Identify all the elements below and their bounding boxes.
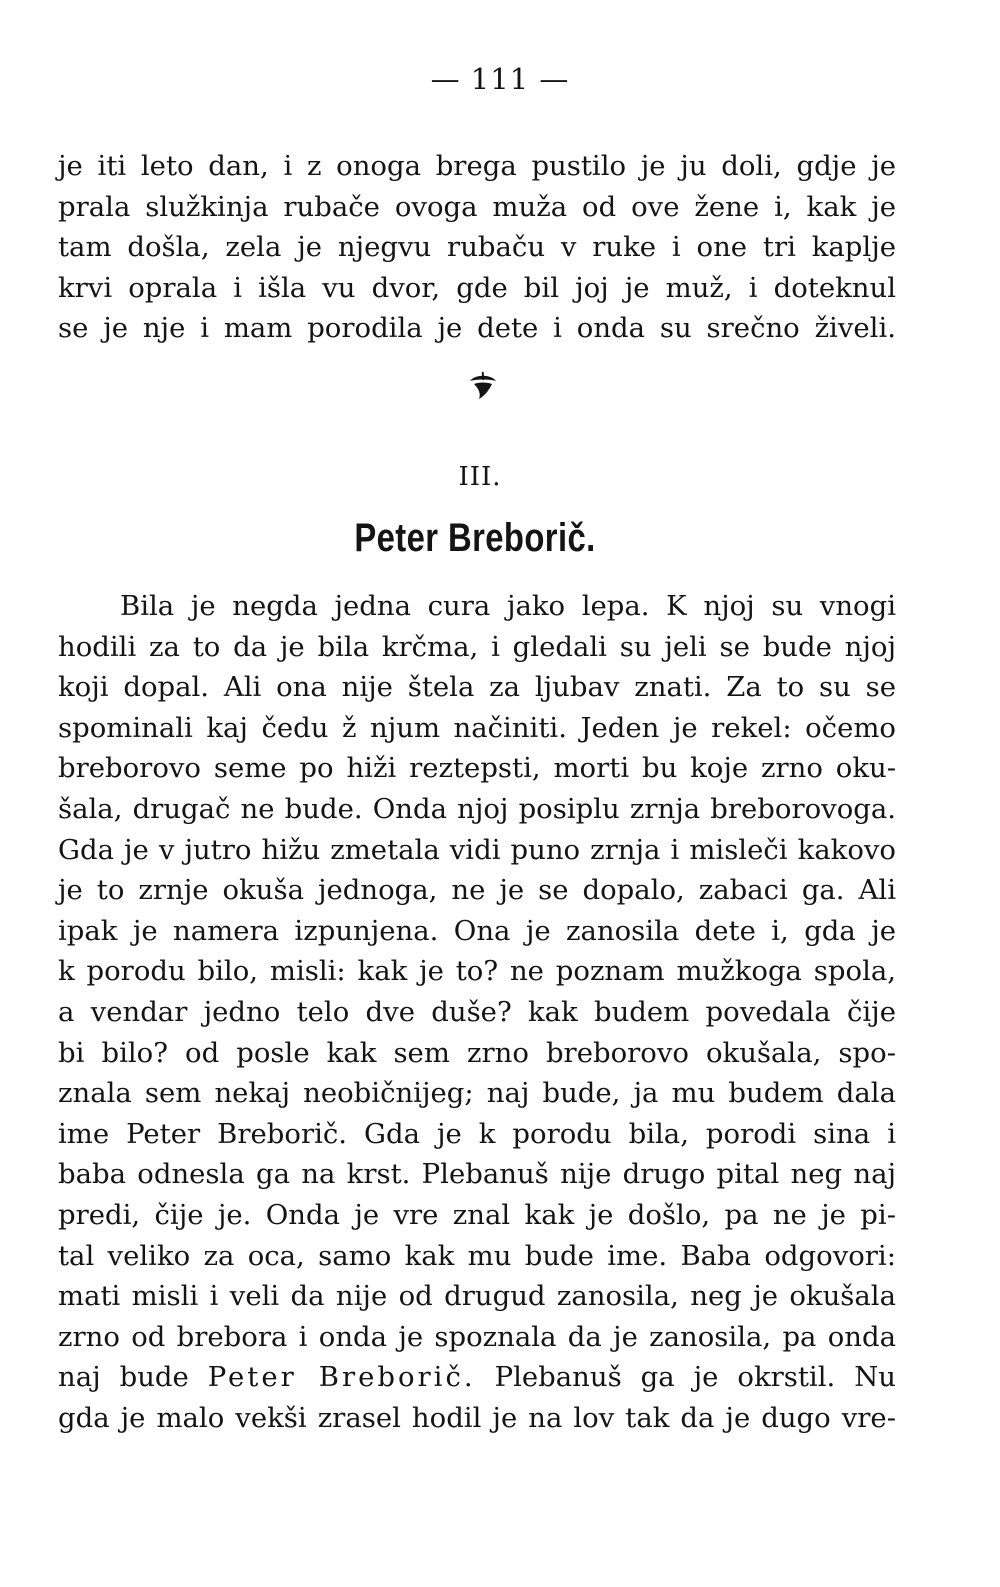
text-line: hodili za to da je bila krčma, i gledali su jeli se bude njoj (58, 630, 896, 663)
text-line: baba odnesla ga na krst. Plebanuš nije drugo pital neg naj (58, 1158, 896, 1191)
text-line: Gda je v jutro hižu zmetala vidi puno zrnja i misleči kakovo (58, 833, 896, 866)
text-line: šala, drugač ne bude. Onda njoj posiplu zrnja breborovoga. (58, 792, 896, 825)
section-number: III. (458, 462, 502, 492)
text-line: mati misli i veli da nije od drugud zanosila, neg je okušala (58, 1280, 896, 1313)
text-line: je iti leto dan, i z onoga brega pustilo je ju doli, gdje je (58, 150, 896, 182)
text-line: a vendar jedno telo dve duše? kak budem povedala čije (58, 995, 896, 1028)
text-line: spominali kaj čedu ž njum načiniti. Jeden je rekel: očemo (58, 711, 896, 744)
page-number: — 111 — (430, 62, 570, 96)
text-line: znala sem nekaj neobičnijeg; naj bude, ja mu budem dala (58, 1077, 896, 1110)
text-line: gda je malo vekši zrasel hodil je na lov tak da je dugo vre- (58, 1401, 896, 1434)
spaced-name: Peter Breborič. (207, 1361, 476, 1394)
text-line: breborovo seme po hiži reztepsti, morti bu koje zrno oku- (58, 752, 896, 785)
section-title: Peter Breborič. (354, 516, 596, 560)
text-line: koji dopal. Ali ona nije štela za ljubav znati. Za to su se (58, 671, 896, 704)
text-line: predi, čije je. Onda je vre znal kak je došlo, pa ne je pi- (58, 1198, 896, 1231)
line-segment: naj bude (58, 1361, 208, 1394)
text-line: je to zrnje okuša jednoga, ne je se dopalo, zabaci ga. Ali (58, 874, 896, 907)
text-line: ime Peter Breborič. Gda je k porodu bila, porodi sina i (58, 1117, 896, 1150)
text-line: krvi oprala i išla vu dvor, gde bil joj je muž, i doteknul (58, 271, 896, 304)
text-line: k porodu bilo, misli: kak je to? ne poznam mužkoga spola, (58, 955, 896, 988)
text-line: se je nje i mam porodila je dete i onda su srečno živeli. (58, 312, 896, 345)
text-line: bi bilo? od posle kak sem zrno breborovo okušala, spo- (58, 1036, 896, 1069)
leaf-ornament-icon (466, 368, 500, 402)
text-line: zrno od brebora i onda je spoznala da je zanosila, pa onda (58, 1320, 896, 1353)
line-segment: Plebanuš ga je okrstil. Nu (475, 1361, 896, 1394)
text-line-spaced-name (58, 1357, 896, 1398)
text-line: prala služkinja rubače ovoga muža od ove žene i, kak je (58, 190, 896, 223)
text-line: ipak je namera izpunjena. Ona je zanosila dete i, gda je (58, 914, 896, 947)
text-line: tal veliko za oca, samo kak mu bude ime. Baba odgovori: (58, 1239, 896, 1272)
paragraph-continuation (58, 146, 896, 349)
story-paragraph (58, 586, 896, 1438)
text-line: Bila je negda jedna cura jako lepa. K njoj su vnogi (120, 590, 896, 622)
text-line: tam došla, zela je njegvu rubaču v ruke i one tri kaplje (58, 231, 896, 264)
